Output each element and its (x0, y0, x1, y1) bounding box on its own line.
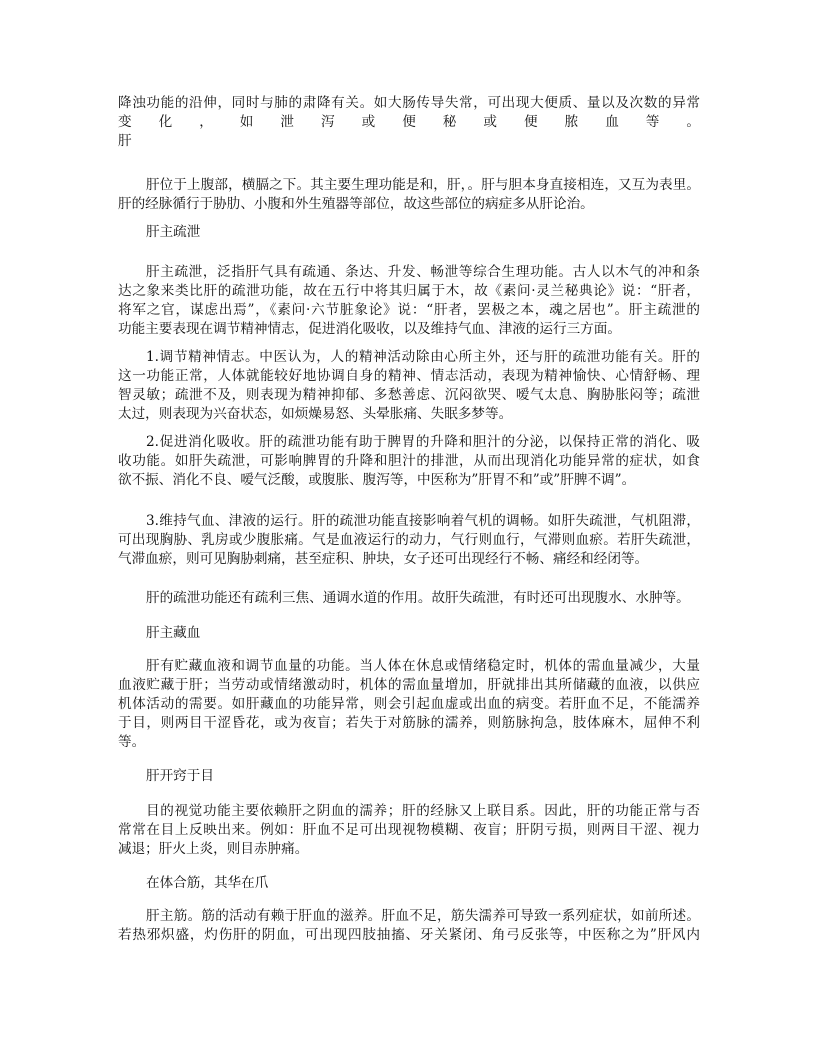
text-line: 肝的经脉循行于胁肋、小腹和外生殖器等部位，故这些部位的病症多从肝论治。 (118, 196, 594, 212)
paragraph (118, 433, 700, 490)
text-line: 气滞血瘀，则可见胸胁刺痛，甚至症积、肿块，女子还可出现经行不畅、痛经和经闭等。 (118, 551, 649, 567)
paragraph (118, 907, 700, 945)
text-line: 减退；肝火上炎，则目赤肿痛。 (118, 841, 309, 857)
text-line: 肝 (118, 133, 132, 149)
text-line: 欲不振、消化不良、嗳气泛酸，或腹胀、腹泻等，中医称为”肝胃不和”或”肝脾不调”。 (118, 472, 636, 488)
text-line: 肝有贮藏血液和调节血量的功能。当人体在休息或情绪稳定时，机体的需血量减少，大量 (146, 658, 700, 674)
text-line: 这一功能正常，人体就能较好地协调自身的精神、情志活动，表现为精神愉快、心情舒畅、理 (118, 368, 700, 384)
text-line: 机体活动的需要。如肝藏血的功能异常，则会引起血虚或出血的病变。若肝血不足，不能濡养 (118, 696, 700, 712)
text-line: 1.调节精神情志。中医认为，人的精神活动除由心所主外，还与肝的疏泄功能有关。肝的 (146, 349, 700, 365)
text-line: 血液贮藏于肝；当劳动或情绪激动时，机体的需血量增加，肝就排出其所储藏的血液，以供应 (118, 677, 700, 693)
text-line: 智灵敏；疏泄不及，则表现为精神抑郁、多愁善虑、沉闷欲哭、嗳气太息、胸胁胀闷等；疏泄 (118, 387, 700, 403)
text-line: 功能主要表现在调节精神情志，促进消化吸收，以及维持气血、津液的运行三方面。 (118, 321, 621, 337)
text-line: 肝开窍于目 (146, 768, 214, 784)
paragraph (118, 223, 700, 242)
text-line: 肝位于上腹部，横膈之下。其主要生理功能是和，肝，。肝与胆本身直接相连，又互为表里。 (146, 177, 700, 193)
text-line: 等。 (118, 734, 146, 750)
text-line: 肝主疏泄 (146, 224, 201, 240)
paragraph (118, 512, 700, 569)
text-line: 肝主疏泄，泛指肝气具有疏通、条达、升发、畅泄等综合生理功能。古人以木气的冲和条 (146, 264, 700, 280)
paragraph (118, 348, 700, 424)
paragraph (118, 657, 700, 752)
text-line: 3.维持气血、津液的运行。肝的疏泄功能直接影响着气机的调畅。如肝失疏泄，气机阻滞， (146, 513, 700, 529)
paragraph (118, 874, 700, 893)
paragraph (118, 802, 700, 859)
text-line: 2.促进消化吸收。肝的疏泄功能有助于脾胃的升降和胆汁的分泌，以保持正常的消化、吸 (146, 434, 700, 450)
paragraph (118, 589, 700, 608)
text-line: 变化，如泄泻或便秘或便脓血等。 (118, 114, 700, 130)
paragraph (118, 176, 700, 214)
text-line: 太过，则表现为兴奋状态，如烦燥易怒、头晕胀痛、失眠多梦等。 (118, 406, 513, 422)
text-line: 若热邪炽盛，灼伤肝的阴血，可出现四肢抽搐、牙关紧闭、角弓反张等，中医称之为”肝风内 (118, 927, 700, 943)
paragraph (118, 624, 700, 643)
text-line: 在体合筋，其华在爪 (146, 875, 269, 891)
text-line: 目的视觉功能主要依赖肝之阴血的濡养；肝的经脉又上联目系。因此，肝的功能正常与否 (146, 803, 700, 819)
text-line: 肝主筋。筋的活动有赖于肝血的滋养。肝血不足，筋失濡养可导致一系列症状，如前所述。 (146, 908, 700, 924)
text-line: 可出现胸胁、乳房或少腹胀痛。气是血液运行的动力，气行则血行，气滞则血瘀。若肝失疏泄， (118, 532, 700, 548)
text-line: 达之象来类比肝的疏泄功能，故在五行中将其归属于木，故《素问·灵兰秘典论》说：“肝者， (118, 283, 700, 299)
paragraph (118, 263, 700, 339)
text-line: 肝的疏泄功能还有疏利三焦、通调水道的作用。故肝失疏泄，有时还可出现腹水、水肿等。 (146, 590, 690, 606)
text-line: 肝主藏血 (146, 625, 201, 641)
text-line: 降浊功能的沿伸，同时与肺的肃降有关。如大肠传导失常，可出现大便质、量以及次数的异常 (118, 95, 700, 111)
text-line: 收功能。如肝失疏泄，可影响脾胃的升降和胆汁的排泄，从而出现消化功能异常的症状，如食 (118, 453, 700, 469)
paragraph (118, 767, 700, 786)
text-line: 将军之官，谋虑出焉”，《素问·六节脏象论》说：“肝者，罢极之本，魂之居也”。肝主疏泄的 (118, 302, 700, 318)
paragraph (118, 94, 700, 151)
text-line: 常常在目上反映出来。例如：肝血不足可出现视物模糊、夜盲；肝阴亏损，则两目干涩、视力 (118, 822, 700, 838)
text-line: 于目，则两目干涩昏花，或为夜盲；若失于对筋脉的濡养，则筋脉拘急，肢体麻木，屈伸不利 (118, 715, 700, 731)
